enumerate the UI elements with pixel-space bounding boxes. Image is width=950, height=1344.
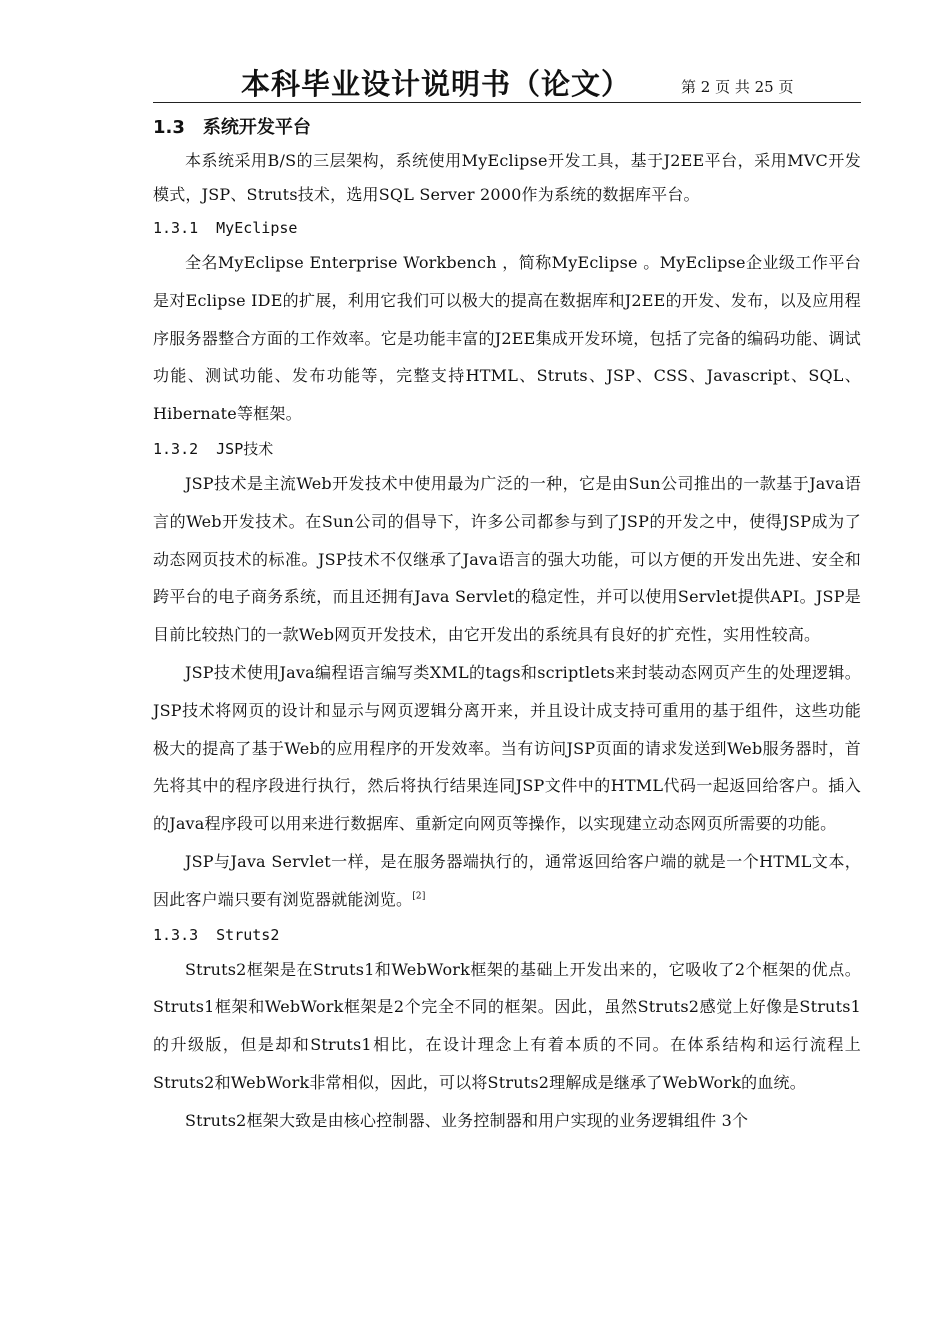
document-body — [153, 112, 861, 1140]
jsp-paragraph-1: JSP技术是主流Web开发技术中使用最为广泛的一种，它是由Sun公司推出的一款基于Java语言的Web开发技术。在Sun公司的倡导下，许多公司都参与到了JSP的开发之中，使得JSP成为了动态网页技术的标准。JSP技术不仅继承了Java语言的强大功能，可以方便的开发出先进、安全和跨平台的电子商务系统，而且还拥有Java Servlet的稳定性，并可以使用Servlet提供API。JSP是目前比较热门的一款Web网页开发技术，由它开发出的系统具有良好的扩充性，实用性较高。 — [153, 473, 861, 645]
section-number: 1.3 — [153, 117, 185, 138]
section-title: 系统开发平台 — [202, 117, 311, 138]
citation-reference: [2] — [412, 891, 426, 902]
subsection-title: MyEclipse — [216, 219, 298, 237]
subsection-number: 1.3.1 — [153, 219, 199, 237]
subsection-heading-jsp — [153, 433, 861, 465]
struts2-paragraph-1: Struts2框架是在Struts1和WebWork框架的基础上开发出来的，它吸收了2个框架的优点。Struts1框架和WebWork框架是2个完全不同的框架。因此，虽然Struts2感觉上好像是Struts1的升级版，但是却和Struts1相比，在设计理念上有着本质的不同。在体系结构和运行流程上Struts2和WebWork非常相似，因此，可以将Struts2理解成是继承了WebWork的血统。 — [153, 959, 861, 1092]
myeclipse-paragraph: 全名MyEclipse Enterprise Workbench ，简称MyEclipse 。MyEclipse企业级工作平台是对Eclipse IDE的扩展，利用它我们可以极大的提高在数据库和J2EE的开发、发布，以及应用程序服务器整合方面的工作效率。它是功能丰富的J2EE集成开发环境，包括了完备的编码功能、调试功能、测试功能、发布功能等，完整支持HTML、Struts、JSP、CSS、Javascript、SQL、Hibernate等框架。 — [153, 253, 861, 424]
jsp-paragraph-2: JSP技术使用Java编程语言编写类XML的tags和scriptlets来封装动态网页产生的处理逻辑。JSP技术将网页的设计和显示与网页逻辑分离开来，并且设计成支持可重用的基于组件，这些功能极大的提高了基于Web的应用程序的开发效率。当有访问JSP页面的请求发送到Web服务器时，首先将其中的程序段进行执行，然后将执行结果连同JSP文件中的HTML代码一起返回给客户。插入的Java程序段可以用来进行数据库、重新定向网页等操作，以实现建立动态网页所需要的功能。 — [153, 662, 861, 834]
subsection-number: 1.3.3 — [153, 925, 199, 944]
page-number: 第 2 页 共 25 页 — [681, 78, 794, 96]
subsection-heading-struts2 — [153, 919, 861, 951]
struts2-paragraph-2: Struts2框架大致是由核心控制器、业务控制器和用户实现的业务逻辑组件 3个 — [185, 1110, 749, 1130]
subsection-title: Struts2 — [216, 925, 280, 944]
subsection-title: JSP技术 — [216, 439, 274, 458]
document-title: 本科毕业设计说明书（论文） — [241, 67, 632, 101]
jsp-paragraph-3 — [153, 843, 861, 919]
subsection-heading-myeclipse — [153, 212, 861, 244]
jsp-paragraph-3-text: JSP与Java Servlet一样，是在服务器端执行的，通常返回给客户端的就是一个HTML文本，因此客户端只要有浏览器就能浏览。 — [153, 851, 861, 909]
section-heading — [153, 112, 861, 144]
section-intro-paragraph: 本系统采用B/S的三层架构，系统使用MyEclipse开发工具，基于J2EE平台，采用MVC开发模式，JSP、Struts技术，选用SQL Server 2000作为系统的数据库平台。 — [153, 151, 861, 204]
subsection-number: 1.3.2 — [153, 439, 199, 458]
page-header — [153, 60, 861, 103]
